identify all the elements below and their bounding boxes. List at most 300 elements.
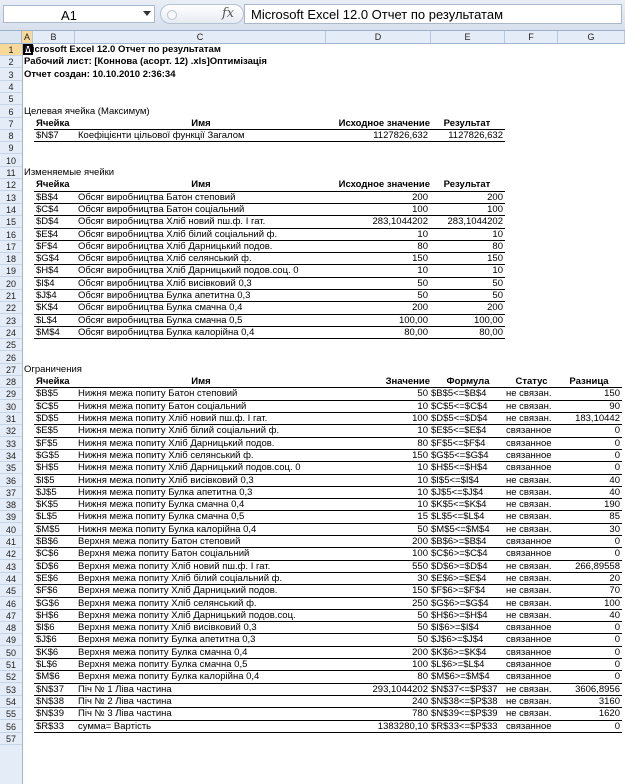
table-cell-ref[interactable]: $G$5 xyxy=(36,449,60,461)
table-cell-ref[interactable]: $B$6 xyxy=(36,536,59,547)
table-cell-ref[interactable]: $K$4 xyxy=(36,302,59,314)
table-cell-value[interactable]: 10 xyxy=(417,474,428,486)
table-cell-status[interactable]: связанное xyxy=(506,646,552,658)
row-header[interactable]: 51 xyxy=(0,659,22,671)
table-cell-formula[interactable]: $B$5<=$B$4 xyxy=(431,388,487,400)
table-cell-status[interactable]: не связан. xyxy=(506,388,552,400)
table-cell-name[interactable]: Верхня межа попиту Хліб новий пш.ф. І гат. xyxy=(78,560,271,572)
row-header[interactable]: 25 xyxy=(0,339,22,351)
row-header[interactable]: 37 xyxy=(0,487,22,499)
table-cell-formula[interactable]: $D$5<=$D$4 xyxy=(431,413,488,424)
table-cell-value[interactable]: 200 xyxy=(412,646,428,658)
table-cell-ref[interactable]: $D$4 xyxy=(36,216,59,228)
section-title-target[interactable]: Целевая ячейка (Максимум) xyxy=(24,105,150,117)
table-cell-ref[interactable]: $F$6 xyxy=(36,585,58,597)
row-header[interactable]: 32 xyxy=(0,425,22,437)
table-cell-name[interactable]: Верхня межа попиту Хліб Дарницький подов.соц. xyxy=(78,609,296,621)
table-cell-status[interactable]: не связан. xyxy=(506,523,552,535)
formula-bar-input[interactable] xyxy=(244,4,622,24)
report-worksheet[interactable]: Рабочий лист: [Коннова (асорт. 12) .xls]Оптимізація xyxy=(24,56,267,68)
table-cell-value[interactable]: 50 xyxy=(492,290,503,301)
table-cell-value[interactable]: 100 xyxy=(487,203,503,215)
row-header[interactable]: 9 xyxy=(0,142,22,154)
table-cell-slack[interactable]: 150 xyxy=(604,388,620,400)
table-cell-name[interactable]: Верхня межа попиту Хліб селянський ф. xyxy=(78,597,257,609)
table-cell-slack[interactable]: 30 xyxy=(609,523,620,535)
table-cell-ref[interactable]: $B$5 xyxy=(36,388,59,400)
table-cell-value[interactable]: 10 xyxy=(417,425,428,437)
row-header[interactable]: 28 xyxy=(0,376,22,388)
column-header-f[interactable]: F xyxy=(505,31,558,43)
table-cell-formula[interactable]: $M$6>=$M$4 xyxy=(431,671,490,683)
table-cell-status[interactable]: связанное xyxy=(506,437,552,449)
table-cell-name[interactable]: Верхня межа попиту Батон степовий xyxy=(78,536,241,547)
row-header[interactable]: 31 xyxy=(0,413,22,425)
row-header[interactable]: 5 xyxy=(0,93,22,105)
table-cell-slack[interactable]: 190 xyxy=(604,499,620,511)
row-header[interactable]: 7 xyxy=(0,118,22,130)
table-cell-value[interactable]: 10 xyxy=(417,486,428,498)
table-cell-ref[interactable]: $N$38 xyxy=(36,695,64,707)
row-header[interactable]: 38 xyxy=(0,499,22,511)
table-cell-name[interactable]: Нижня межа попиту Хліб новий пш.ф. І гат. xyxy=(78,413,268,424)
table-cell-value[interactable]: 50 xyxy=(492,277,503,289)
table-cell-ref[interactable]: $F$4 xyxy=(36,240,58,252)
table-cell-slack[interactable]: 40 xyxy=(609,609,620,621)
row-header[interactable]: 10 xyxy=(0,155,22,167)
table-cell-ref[interactable]: $J$4 xyxy=(36,290,57,301)
table-cell-slack[interactable]: 0 xyxy=(614,659,620,670)
table-cell-value[interactable]: 80 xyxy=(417,240,428,252)
row-header[interactable]: 49 xyxy=(0,634,22,646)
table-cell-slack[interactable]: 0 xyxy=(614,671,620,683)
table-cell-ref[interactable]: $G$6 xyxy=(36,597,60,609)
table-cell-name[interactable]: Обсяг виробництва Хліб висівковий 0,3 xyxy=(78,277,252,289)
table-cell-slack[interactable]: 3160 xyxy=(598,695,620,707)
table-cell-slack[interactable]: 0 xyxy=(614,462,620,474)
table-cell-value[interactable]: 10 xyxy=(492,265,503,277)
table-cell-ref[interactable]: $L$5 xyxy=(36,511,58,523)
table-cell-status[interactable]: не связан. xyxy=(506,609,552,621)
table-cell-value[interactable]: 10 xyxy=(417,462,428,474)
row-header[interactable]: 26 xyxy=(0,352,22,364)
column-header-g[interactable]: G xyxy=(558,31,625,43)
table-cell-value[interactable]: 1127826,632 xyxy=(373,130,428,142)
row-header[interactable]: 17 xyxy=(0,241,22,253)
row-header[interactable]: 1 xyxy=(0,44,22,56)
table-cell-ref[interactable]: $G$4 xyxy=(36,253,60,265)
row-header[interactable]: 23 xyxy=(0,315,22,327)
table-cell-ref[interactable]: $M$4 xyxy=(36,326,60,338)
table-cell-name[interactable]: сумма= Вартість xyxy=(78,720,152,732)
table-cell-status[interactable]: связанное xyxy=(506,720,552,732)
table-cell-formula[interactable]: $J$5<=$J$4 xyxy=(431,486,484,498)
column-header-a[interactable]: A xyxy=(22,31,33,43)
table-cell-name[interactable]: Обсяг виробництва Хліб Дарницький подов.соц. 0 xyxy=(78,265,299,277)
table-cell-slack[interactable]: 40 xyxy=(609,486,620,498)
table-cell-status[interactable]: не связан. xyxy=(506,560,552,572)
table-cell-slack[interactable]: 0 xyxy=(614,646,620,658)
table-cell-formula[interactable]: $F$5<=$F$4 xyxy=(431,437,486,449)
table-cell-slack[interactable]: 3606,8956 xyxy=(575,683,620,695)
table-cell-name[interactable]: Нижня межа попиту Батон соціальний xyxy=(78,400,247,412)
table-cell-name[interactable]: Піч № 1 Ліва частина xyxy=(78,683,172,695)
table-cell-value[interactable]: 80 xyxy=(417,437,428,449)
table-cell-ref[interactable]: $D$6 xyxy=(36,560,59,572)
row-header[interactable]: 50 xyxy=(0,647,22,659)
table-cell-value[interactable]: 80,00 xyxy=(479,326,503,338)
row-header[interactable]: 57 xyxy=(0,733,22,745)
table-cell-formula[interactable]: $K$5<=$K$4 xyxy=(431,499,487,511)
table-cell-status[interactable]: связанное xyxy=(506,536,552,547)
table-cell-formula[interactable]: $I$5<=$I$4 xyxy=(431,474,480,486)
table-cell-slack[interactable]: 70 xyxy=(609,585,620,597)
table-cell-value[interactable]: 200 xyxy=(487,191,503,203)
table-cell-name[interactable]: Обсяг виробництва Хліб Дарницький подов. xyxy=(78,240,273,252)
table-cell-ref[interactable]: $E$6 xyxy=(36,572,59,584)
table-cell-value[interactable]: 10 xyxy=(417,265,428,277)
row-header[interactable]: 45 xyxy=(0,585,22,597)
row-header[interactable]: 53 xyxy=(0,684,22,696)
table-cell-value[interactable]: 780 xyxy=(412,708,428,720)
table-cell-formula[interactable]: $H$5<=$H$4 xyxy=(431,462,488,474)
table-cell-ref[interactable]: $F$5 xyxy=(36,437,58,449)
table-cell-status[interactable]: не связан. xyxy=(506,486,552,498)
table-cell-name[interactable]: Коефіцієнти цільової функції Загалом xyxy=(78,130,245,142)
column-header-c[interactable]: C xyxy=(75,31,326,43)
table-cell-ref[interactable]: $J$5 xyxy=(36,486,57,498)
table-cell-value[interactable]: 150 xyxy=(487,253,503,265)
table-header[interactable]: Результат xyxy=(443,117,491,129)
table-cell-value[interactable]: 100 xyxy=(412,203,428,215)
table-cell-status[interactable]: не связан. xyxy=(506,474,552,486)
table-cell-slack[interactable]: 1620 xyxy=(598,708,620,720)
table-cell-ref[interactable]: $M$5 xyxy=(36,523,60,535)
table-cell-status[interactable]: не связан. xyxy=(506,499,552,511)
table-cell-status[interactable]: не связан. xyxy=(506,695,552,707)
row-header[interactable]: 18 xyxy=(0,253,22,265)
table-cell-formula[interactable]: $R$33<=$P$33 xyxy=(431,720,498,732)
column-header-d[interactable]: D xyxy=(326,31,431,43)
table-cell-formula[interactable]: $B$6>=$B$4 xyxy=(431,536,487,547)
table-cell-formula[interactable]: $L$5<=$L$4 xyxy=(431,511,485,523)
row-header[interactable]: 39 xyxy=(0,511,22,523)
table-header[interactable]: Ячейка xyxy=(36,179,70,191)
table-cell-value[interactable]: 293,1044202 xyxy=(372,683,428,695)
table-cell-status[interactable]: не связан. xyxy=(506,708,552,720)
table-cell-status[interactable]: связанное xyxy=(506,622,552,634)
table-cell-ref[interactable]: $N$39 xyxy=(36,708,64,720)
table-cell-value[interactable]: 200 xyxy=(412,302,428,314)
table-cell-value[interactable]: 50 xyxy=(417,609,428,621)
row-header[interactable]: 13 xyxy=(0,192,22,204)
table-header[interactable]: Формула xyxy=(446,376,490,388)
row-header[interactable]: 55 xyxy=(0,708,22,720)
table-cell-slack[interactable]: 0 xyxy=(614,622,620,634)
table-cell-name[interactable]: Нижня межа попиту Хліб білий соціальний ф. xyxy=(78,425,280,437)
table-header[interactable]: Имя xyxy=(191,117,211,129)
table-cell-status[interactable]: не связан. xyxy=(506,413,552,424)
table-cell-formula[interactable]: $N$37<=$P$37 xyxy=(431,683,498,695)
table-cell-formula[interactable]: $M$5<=$M$4 xyxy=(431,523,490,535)
table-cell-ref[interactable]: $M$6 xyxy=(36,671,60,683)
table-cell-value[interactable]: 15 xyxy=(417,511,428,523)
table-cell-formula[interactable]: $H$6>=$H$4 xyxy=(431,609,488,621)
table-cell-name[interactable]: Верхня межа попиту Булка апетитна 0,3 xyxy=(78,634,256,646)
table-cell-status[interactable]: не связан. xyxy=(506,585,552,597)
table-cell-name[interactable]: Верхня межа попиту Булка смачна 0,5 xyxy=(78,659,248,670)
row-header[interactable]: 12 xyxy=(0,179,22,191)
table-cell-name[interactable]: Нижня межа попиту Хліб Дарницький подов. xyxy=(78,437,275,449)
row-header[interactable]: 27 xyxy=(0,364,22,376)
table-cell-name[interactable]: Верхня межа попиту Хліб Дарницький подов. xyxy=(78,585,278,597)
table-cell-ref[interactable]: $C$5 xyxy=(36,400,59,412)
table-cell-name[interactable]: Обсяг виробництва Батон степовий xyxy=(78,191,236,203)
row-header[interactable]: 47 xyxy=(0,610,22,622)
table-cell-name[interactable]: Обсяг виробництва Булка смачна 0,4 xyxy=(78,302,243,314)
table-cell-name[interactable]: Верхня межа попиту Булка смачна 0,4 xyxy=(78,646,248,658)
row-header[interactable]: 30 xyxy=(0,401,22,413)
table-cell-name[interactable]: Нижня межа попиту Булка апетитна 0,3 xyxy=(78,486,253,498)
table-cell-value[interactable]: 50 xyxy=(417,388,428,400)
table-cell-status[interactable]: связанное xyxy=(506,548,552,560)
table-cell-ref[interactable]: $C$4 xyxy=(36,203,59,215)
row-header[interactable]: 24 xyxy=(0,327,22,339)
table-cell-slack[interactable]: 183,10442 xyxy=(575,413,620,424)
row-header[interactable]: 34 xyxy=(0,450,22,462)
table-cell-ref[interactable]: $D$5 xyxy=(36,413,59,424)
table-header[interactable]: Имя xyxy=(191,376,211,388)
table-cell-value[interactable]: 100,00 xyxy=(473,314,503,326)
table-cell-formula[interactable]: $J$6>=$J$4 xyxy=(431,634,484,646)
table-cell-slack[interactable]: 0 xyxy=(614,425,620,437)
table-header[interactable]: Статус xyxy=(515,376,548,388)
table-cell-formula[interactable]: $N$38<=$P$38 xyxy=(431,695,498,707)
table-cell-slack[interactable]: 0 xyxy=(614,437,620,449)
table-cell-ref[interactable]: $L$4 xyxy=(36,314,58,326)
table-cell-name[interactable]: Обсяг виробництва Булка смачна 0,5 xyxy=(78,314,243,326)
table-cell-formula[interactable]: $E$5<=$E$4 xyxy=(431,425,487,437)
table-cell-value[interactable]: 100,00 xyxy=(398,314,428,326)
row-header[interactable]: 4 xyxy=(0,81,22,93)
table-cell-value[interactable]: 10 xyxy=(417,499,428,511)
table-cell-name[interactable]: Нижня межа попиту Хліб висівковий 0,3 xyxy=(78,474,254,486)
table-cell-ref[interactable]: $I$5 xyxy=(36,474,55,486)
table-cell-value[interactable]: 550 xyxy=(412,560,428,572)
table-cell-value[interactable]: 30 xyxy=(417,572,428,584)
table-cell-value[interactable]: 200 xyxy=(487,302,503,314)
name-box[interactable] xyxy=(3,5,155,23)
table-cell-value[interactable]: 10 xyxy=(417,400,428,412)
table-cell-ref[interactable]: $N$37 xyxy=(36,683,64,695)
row-header[interactable]: 19 xyxy=(0,265,22,277)
row-header[interactable]: 40 xyxy=(0,524,22,536)
row-header[interactable]: 2 xyxy=(0,56,22,68)
table-cell-ref[interactable]: $H$4 xyxy=(36,265,59,277)
table-cell-name[interactable]: Обсяг виробництва Хліб новий пш.ф. І гат. xyxy=(78,216,266,228)
table-cell-slack[interactable]: 0 xyxy=(614,634,620,646)
table-cell-slack[interactable]: 100 xyxy=(604,597,620,609)
table-cell-ref[interactable]: $C$6 xyxy=(36,548,59,560)
row-header[interactable]: 15 xyxy=(0,216,22,228)
table-header[interactable]: Исходное значение xyxy=(338,179,430,191)
table-cell-value[interactable]: 100 xyxy=(412,413,428,424)
row-header[interactable]: 48 xyxy=(0,622,22,634)
table-cell-formula[interactable]: $C$6>=$C$4 xyxy=(431,548,488,560)
table-cell-formula[interactable]: $N$39<=$P$39 xyxy=(431,708,498,720)
table-cell-value[interactable]: 50 xyxy=(417,277,428,289)
table-cell-status[interactable]: не связан. xyxy=(506,511,552,523)
table-header[interactable]: Ячейка xyxy=(36,117,70,129)
table-cell-ref[interactable]: $I$6 xyxy=(36,622,55,634)
table-cell-status[interactable]: не связан. xyxy=(506,683,552,695)
select-all-corner[interactable] xyxy=(0,31,22,43)
table-cell-value[interactable]: 80,00 xyxy=(404,326,428,338)
table-cell-name[interactable]: Верхня межа попиту Булка калорійна 0,4 xyxy=(78,671,260,683)
table-cell-formula[interactable]: $F$6>=$F$4 xyxy=(431,585,486,597)
table-cell-slack[interactable]: 266,89558 xyxy=(575,560,620,572)
table-cell-value[interactable]: 1383280,10 xyxy=(377,720,428,732)
table-cell-value[interactable]: 150 xyxy=(412,449,428,461)
table-cell-status[interactable]: связанное xyxy=(506,449,552,461)
row-header[interactable]: 36 xyxy=(0,475,22,487)
table-cell-slack[interactable]: 0 xyxy=(614,449,620,461)
table-cell-formula[interactable]: $G$6>=$G$4 xyxy=(431,597,489,609)
table-cell-ref[interactable]: $E$4 xyxy=(36,228,59,240)
row-header[interactable]: 11 xyxy=(0,167,22,179)
table-cell-formula[interactable]: $C$5<=$C$4 xyxy=(431,400,488,412)
row-header[interactable]: 42 xyxy=(0,548,22,560)
table-cell-value[interactable]: 50 xyxy=(417,622,428,634)
row-header[interactable]: 41 xyxy=(0,536,22,548)
row-header[interactable]: 6 xyxy=(0,106,22,118)
table-cell-ref[interactable]: $K$6 xyxy=(36,646,59,658)
table-cell-name[interactable]: Нижня межа попиту Булка смачна 0,4 xyxy=(78,499,245,511)
table-header[interactable]: Имя xyxy=(191,179,211,191)
row-header[interactable]: 29 xyxy=(0,388,22,400)
section-title-changing[interactable]: Изменяемые ячейки xyxy=(24,167,115,178)
row-header[interactable]: 3 xyxy=(0,69,22,81)
table-cell-status[interactable]: не связан. xyxy=(506,597,552,609)
table-cell-value[interactable]: 50 xyxy=(417,523,428,535)
table-cell-name[interactable]: Нижня межа попиту Хліб Дарницький подов.соц. 0 xyxy=(78,462,301,474)
table-header[interactable]: Ячейка xyxy=(36,376,70,388)
table-cell-formula[interactable]: $E$6>=$E$4 xyxy=(431,572,487,584)
table-cell-value[interactable]: 80 xyxy=(417,671,428,683)
column-header-e[interactable]: E xyxy=(431,31,505,43)
table-cell-slack[interactable]: 40 xyxy=(609,474,620,486)
table-cell-ref[interactable]: $H$5 xyxy=(36,462,59,474)
table-header[interactable]: Значение xyxy=(385,376,430,388)
row-header[interactable]: 33 xyxy=(0,438,22,450)
table-cell-value[interactable]: 283,1044202 xyxy=(372,216,428,228)
table-cell-name[interactable]: Піч № 2 Ліва частина xyxy=(78,695,172,707)
table-cell-formula[interactable]: $I$6>=$I$4 xyxy=(431,622,480,634)
table-cell-ref[interactable]: $N$7 xyxy=(36,130,59,142)
row-header[interactable]: 56 xyxy=(0,721,22,733)
table-cell-name[interactable]: Обсяг виробництва Батон соціальний xyxy=(78,203,245,215)
table-cell-ref[interactable]: $B$4 xyxy=(36,191,59,203)
table-cell-slack[interactable]: 0 xyxy=(614,536,620,547)
table-cell-slack[interactable]: 0 xyxy=(614,720,620,732)
table-cell-value[interactable]: 10 xyxy=(492,228,503,240)
table-cell-name[interactable]: Нижня межа попиту Хліб селянський ф. xyxy=(78,449,254,461)
table-cell-formula[interactable]: $K$6>=$K$4 xyxy=(431,646,487,658)
row-header[interactable]: 46 xyxy=(0,598,22,610)
row-header[interactable]: 22 xyxy=(0,302,22,314)
table-cell-status[interactable]: связанное xyxy=(506,659,552,670)
table-cell-value[interactable]: 250 xyxy=(412,597,428,609)
table-cell-value[interactable]: 100 xyxy=(412,548,428,560)
table-cell-name[interactable]: Обсяг виробництва Булка калорійна 0,4 xyxy=(78,326,255,338)
table-cell-name[interactable]: Нижня межа попиту Булка калорійна 0,4 xyxy=(78,523,257,535)
chevron-down-icon[interactable] xyxy=(143,11,151,16)
row-header[interactable]: 43 xyxy=(0,561,22,573)
table-cell-value[interactable]: 283,1044202 xyxy=(447,216,503,228)
row-header[interactable]: 52 xyxy=(0,671,22,683)
row-header[interactable]: 21 xyxy=(0,290,22,302)
table-cell-ref[interactable]: $H$6 xyxy=(36,609,59,621)
table-cell-value[interactable]: 150 xyxy=(412,585,428,597)
row-header[interactable]: 14 xyxy=(0,204,22,216)
row-header[interactable]: 16 xyxy=(0,229,22,241)
table-cell-name[interactable]: Піч № 3 Ліва частина xyxy=(78,708,172,720)
table-header[interactable]: Разница xyxy=(569,376,609,388)
table-header[interactable]: Исходное значение xyxy=(338,117,430,129)
table-cell-value[interactable]: 240 xyxy=(412,695,428,707)
table-cell-formula[interactable]: $L$6>=$L$4 xyxy=(431,659,485,670)
column-header-b[interactable]: B xyxy=(33,31,75,43)
report-created[interactable]: Отчет создан: 10.10.2010 2:36:34 xyxy=(24,68,176,80)
table-cell-slack[interactable]: 20 xyxy=(609,572,620,584)
table-cell-name[interactable]: Верхня межа попиту Хліб висівковий 0,3 xyxy=(78,622,257,634)
row-header[interactable]: 35 xyxy=(0,462,22,474)
table-cell-slack[interactable]: 0 xyxy=(614,548,620,560)
table-cell-name[interactable]: Обсяг виробництва Хліб селянський ф. xyxy=(78,253,252,265)
table-cell-status[interactable]: связанное xyxy=(506,634,552,646)
table-cell-name[interactable]: Верхня межа попиту Хліб білий соціальний ф. xyxy=(78,572,283,584)
table-cell-value[interactable]: 100 xyxy=(412,659,428,670)
table-cell-status[interactable]: связанное xyxy=(506,425,552,437)
table-header[interactable]: Результат xyxy=(443,179,491,191)
table-cell-name[interactable]: Верхня межа попиту Батон соціальний xyxy=(78,548,250,560)
row-header[interactable]: 54 xyxy=(0,696,22,708)
table-cell-formula[interactable]: $G$5<=$G$4 xyxy=(431,449,489,461)
table-cell-ref[interactable]: $L$6 xyxy=(36,659,58,670)
table-cell-slack[interactable]: 85 xyxy=(609,511,620,523)
table-cell-status[interactable]: не связан. xyxy=(506,572,552,584)
table-cell-formula[interactable]: $D$6>=$D$4 xyxy=(431,560,488,572)
table-cell-value[interactable]: 50 xyxy=(417,634,428,646)
table-cell-ref[interactable]: $R$33 xyxy=(36,720,64,732)
table-cell-value[interactable]: 200 xyxy=(412,191,428,203)
row-header[interactable]: 8 xyxy=(0,130,22,142)
row-header[interactable]: 20 xyxy=(0,278,22,290)
table-cell-value[interactable]: 1127826,632 xyxy=(448,130,503,142)
table-cell-name[interactable]: Нижня межа попиту Батон степовий xyxy=(78,388,238,400)
table-cell-slack[interactable]: 90 xyxy=(609,400,620,412)
table-cell-ref[interactable]: $E$5 xyxy=(36,425,59,437)
table-cell-name[interactable]: Обсяг виробництва Булка апетитна 0,3 xyxy=(78,290,251,301)
insert-function-icon[interactable]: fx xyxy=(222,6,235,21)
row-header[interactable]: 44 xyxy=(0,573,22,585)
table-cell-value[interactable]: 200 xyxy=(412,536,428,547)
table-cell-value[interactable]: 50 xyxy=(417,290,428,301)
table-cell-ref[interactable]: $J$6 xyxy=(36,634,57,646)
table-cell-value[interactable]: 150 xyxy=(412,253,428,265)
table-cell-ref[interactable]: $K$5 xyxy=(36,499,59,511)
table-cell-status[interactable]: связанное xyxy=(506,671,552,683)
